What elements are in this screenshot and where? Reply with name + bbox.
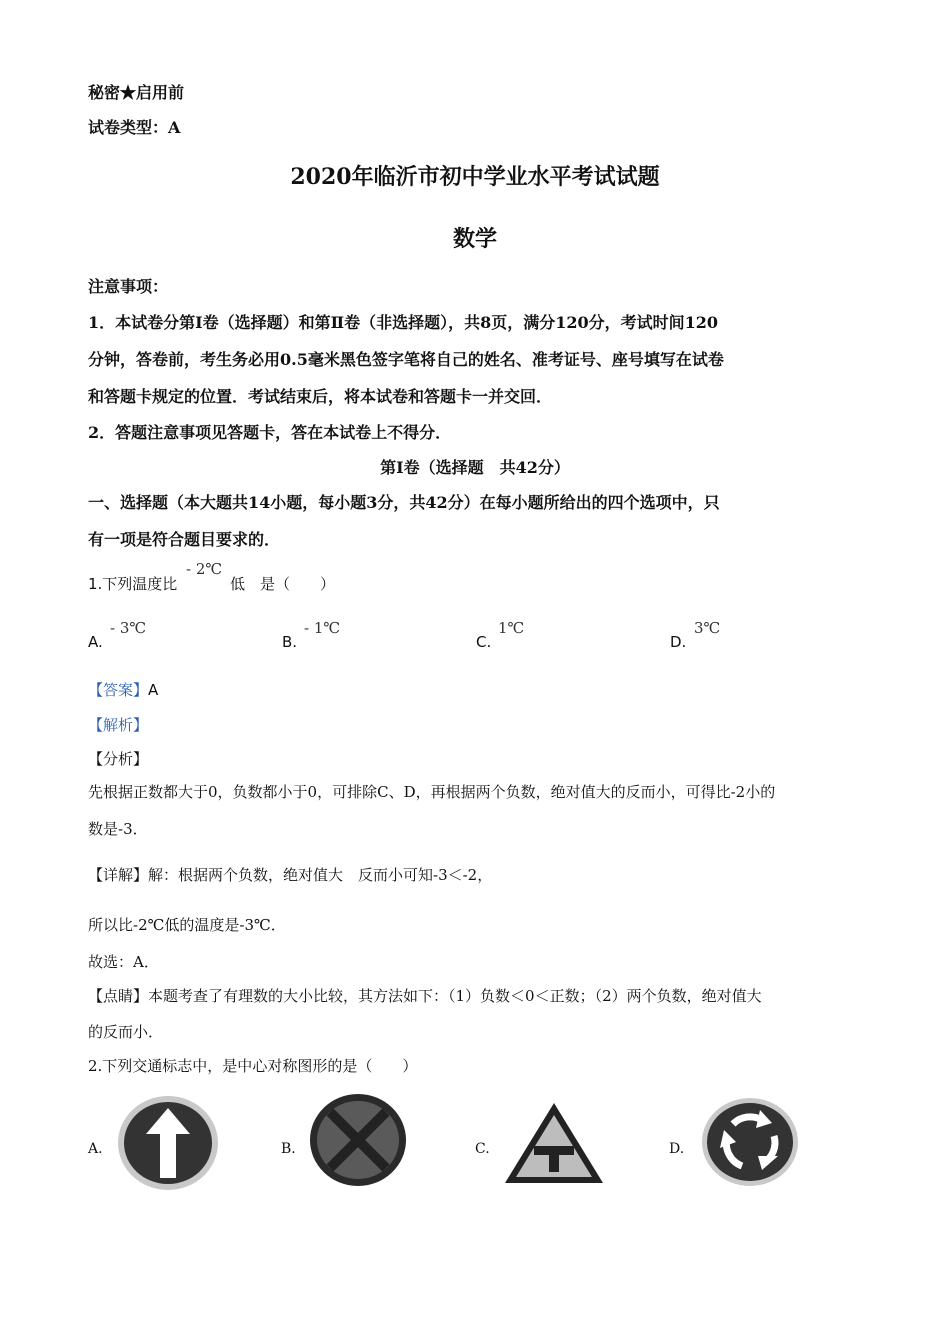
q1-option-c-value: 1℃ (498, 619, 525, 637)
notes-heading: 注意事项： (88, 277, 169, 296)
q2-option-c-label: C. (475, 1141, 490, 1157)
notes-item1-line3: 和答题卡规定的位置．考试结束后，将本试卷和答题卡一并交回． (88, 387, 553, 406)
section-intro-line1: 一、选择题（本大题共14小题，每小题3分，共42分）在每小题所给出的四个选项中，只 (88, 493, 720, 512)
q1-stem-a: 1.下列温度比 (88, 575, 178, 593)
q2-option-b-label: B. (281, 1141, 296, 1157)
answer-value: A (148, 681, 159, 699)
no-parking-icon (308, 1092, 408, 1192)
q1-option-b-value: - 1℃ (304, 619, 341, 637)
q1-stem-b: 低 是（ ） (230, 575, 336, 593)
t-junction-icon (502, 1100, 606, 1190)
section-intro-line2: 有一项是符合题目要求的． (88, 530, 281, 549)
q1-option-d-value: 3℃ (694, 619, 721, 637)
q1-option-c-label: C. (476, 633, 492, 651)
q2-option-d-label: D. (669, 1141, 685, 1157)
detail-line2: 所以比-2℃低的温度是-3℃． (88, 916, 286, 934)
comment-line1: 【点睛】本题考查了有理数的大小比较，其方法如下：（1）负数＜0＜正数；（2）两个负数，绝对值大 (88, 987, 762, 1005)
q1-answer-line (88, 679, 158, 700)
q1-option-a-value: - 3℃ (110, 619, 147, 637)
analysis-tag: 【解析】 (88, 716, 149, 734)
comment-line2: 的反而小． (88, 1023, 164, 1041)
page-title: 2020年临沂市初中学业水平考试试题 (290, 164, 660, 190)
detail-line1: 【详解】解：根据两个负数，绝对值大 反而小可知-3＜-2， (88, 866, 493, 884)
q1-option-d-label: D. (670, 633, 687, 651)
section-title: 第Ⅰ卷（选择题 共42分） (380, 458, 570, 477)
fenxi-line1: 先根据正数都大于0，负数都小于0，可排除C、D，再根据两个负数，绝对值大的反而小，可得比-2小的 (88, 783, 776, 801)
notes-item1-line2: 分钟，答卷前，考生务必用0.5毫米黑色签字笔将自己的姓名、准考证号、座号填写在试卷 (88, 350, 724, 369)
q1-option-a-label: A. (88, 633, 103, 651)
q1-stem-value: - 2℃ (186, 560, 223, 578)
q2-option-a-label: A. (88, 1141, 103, 1157)
fenxi-line2: 数是-3． (88, 820, 148, 838)
choose-line: 故选：A． (88, 953, 159, 971)
q2-stem: 2.下列交通标志中，是中心对称图形的是（ ） (88, 1057, 418, 1075)
notes-item2: 2．答题注意事项见答题卡，答在本试卷上不得分． (88, 423, 452, 442)
subject-title: 数学 (452, 226, 497, 252)
roundabout-icon (700, 1096, 800, 1192)
q1-option-b-label: B. (282, 633, 298, 651)
fenxi-tag: 【分析】 (88, 750, 149, 768)
notes-item1-line1: 1．本试卷分第Ⅰ卷（选择题）和第Ⅱ卷（非选择题），共8页，满分120分，考试时间120 (88, 313, 719, 332)
secret-label: 秘密★启用前 (88, 83, 185, 102)
paper-type-label: 试卷类型：A (88, 118, 181, 137)
straight-arrow-icon (116, 1094, 220, 1196)
answer-tag: 【答案】 (88, 681, 149, 699)
